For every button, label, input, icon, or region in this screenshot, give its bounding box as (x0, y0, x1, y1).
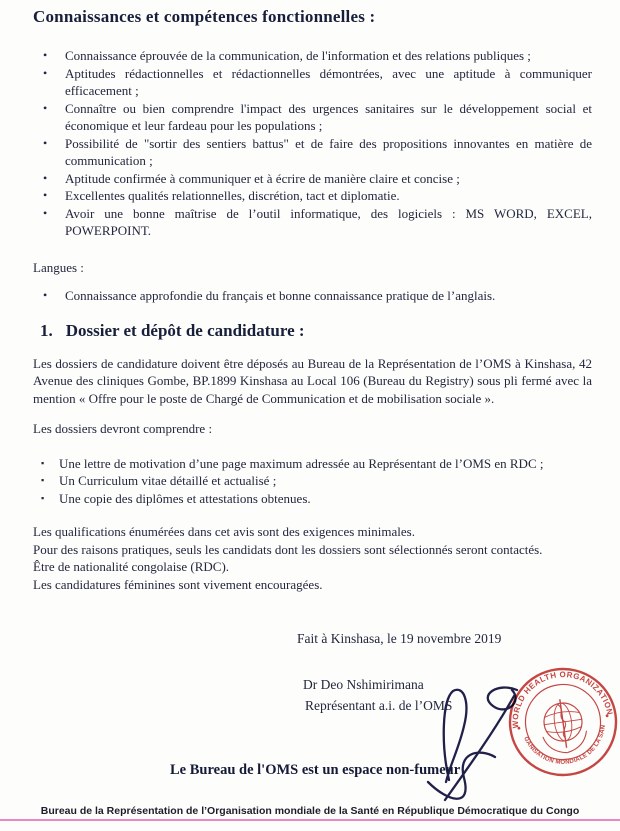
footer-text: Bureau de la Représentation de l’Organisation mondiale de la Santé en République Démocratique du Congo (40, 805, 580, 817)
non-smoking-notice: Le Bureau de l'OMS est un espace non-fumeur (170, 762, 461, 778)
list-item-text: Avoir une bonne maîtrise de l’outil informatique, des logiciels : MS WORD, EXCEL, POWERPOINT. (65, 205, 592, 238)
list-item (33, 455, 592, 473)
langues-label: Langues : (33, 259, 84, 275)
list-item-text: Excellentes qualités relationnelles, discrétion, tact et diplomatie. (65, 188, 400, 203)
application-paragraph: Les dossiers de candidature doivent être déposés au Bureau de la Représentation de l’OMS à Kinshasa, 42 Avenue des cliniques Gombe, BP.1899 Kinshasa au Local 106 (Bureau du Registry) sous pli fermé avec la mention « Offre pour le poste de Chargé de Communication et de mobilisation sociale ». (33, 355, 592, 406)
closing-line: Être de nationalité congolaise (RDC). (33, 559, 230, 574)
signatory-role: Représentant a.i. de l’OMS (305, 698, 453, 713)
list-item-text: Aptitudes rédactionnelles et rédactionnelles démontrées, avec une aptitude à communiquer efficacement ; (65, 65, 592, 98)
date-line: Fait à Kinshasa, le 19 novembre 2019 (297, 631, 502, 646)
list-item-text: Connaissance approfondie du français et bonne connaissance pratique de l’anglais. (65, 288, 496, 303)
list-item-text: Une copie des diplômes et attestations obtenues. (59, 490, 311, 506)
langues-list (33, 287, 592, 305)
who-emblem-icon (538, 696, 589, 756)
page-title: Connaissances et compétences fonctionnelles : (33, 7, 376, 26)
list-item (33, 170, 592, 188)
bullet-marker: • (43, 65, 48, 80)
bullet-marker: • (43, 288, 48, 302)
bullet-marker: • (43, 100, 48, 115)
list-item (33, 187, 592, 205)
bullet-marker: • (43, 205, 48, 220)
bullet-marker: • (43, 135, 48, 150)
square-bullet-marker: ▪ (41, 492, 45, 503)
list-item (33, 490, 592, 508)
who-stamp (507, 666, 619, 778)
list-item (33, 205, 592, 240)
list-item (33, 135, 592, 170)
bullet-marker: • (43, 48, 48, 62)
list-item (33, 472, 592, 490)
bullet-marker: • (43, 170, 48, 185)
stamp-top-text: WORLD HEALTH ORGANIZATION (510, 670, 615, 729)
document-body (33, 0, 592, 593)
closing-line: Pour des raisons pratiques, seuls les candidats dont les dossiers sont sélectionnés seront contactés. (33, 541, 543, 557)
stamp-bottom-text: ORGANISATION MONDIALE DE LA SANTÉ (522, 724, 607, 766)
skills-list (33, 47, 592, 240)
footer-divider-line (0, 819, 620, 821)
closing-line: Les qualifications énumérées dans cet avis sont des exigences minimales. (33, 524, 415, 539)
list-item (33, 287, 592, 305)
bullet-marker: • (43, 188, 48, 202)
dossier-lead: Les dossiers devront comprendre : (33, 421, 213, 436)
list-item-text: Possibilité de "sortir des sentiers battus" et de faire des propositions innovantes en matière de communication ; (65, 135, 592, 168)
list-item-text: Connaissance éprouvée de la communication, de l'information et des relations publiques ; (65, 48, 531, 63)
closing-remarks (33, 523, 592, 593)
dossier-list (33, 455, 592, 508)
square-bullet-marker: ▪ (41, 457, 45, 468)
section-heading-text: Dossier et dépôt de candidature : (65, 320, 305, 340)
list-item (33, 65, 592, 100)
list-item-text: Connaître ou bien comprendre l'impact des urgences sanitaires sur le développement social et économique et leur fardeau pour les populations ; (65, 100, 592, 133)
square-bullet-marker: ▪ (41, 475, 45, 485)
list-item-text: Une lettre de motivation d’une page maximum adressée au Représentant de l’OMS en RDC ; (59, 455, 544, 471)
list-item (33, 47, 592, 65)
closing-line: Les candidatures féminines sont vivement encouragées. (33, 576, 323, 592)
svg-text:WORLD HEALTH ORGANIZATION (507, 666, 615, 729)
list-item-text: Un Curriculum vitae détaillé et actualisé ; (59, 473, 277, 488)
list-item-text: Aptitude confirmée à communiquer et à écrire de manière claire et concise ; (65, 170, 460, 186)
section-number: 1. (40, 320, 53, 340)
signatory-name: Dr Deo Nshimirimana (303, 677, 424, 692)
list-item (33, 100, 592, 135)
section-heading (40, 320, 592, 341)
page-footer (0, 802, 620, 828)
